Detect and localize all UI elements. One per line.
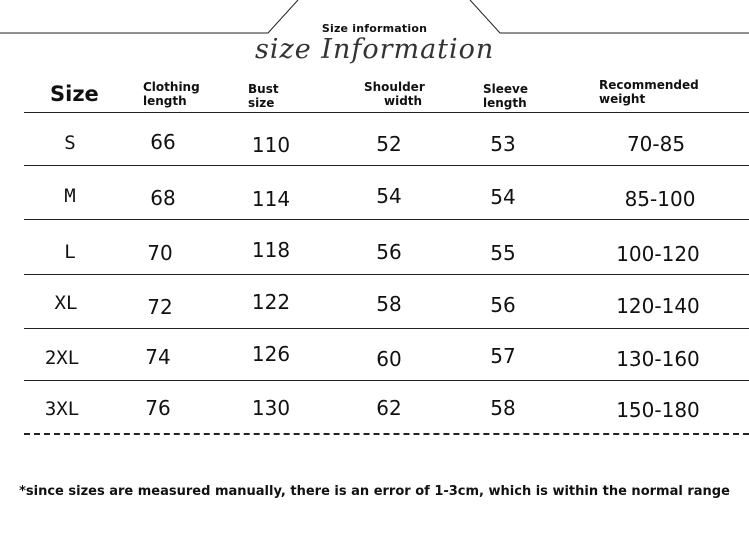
row-bust: 126: [251, 342, 291, 366]
header-clothing-length: Clothing length: [143, 80, 200, 108]
measurement-note: *since sizes are measured manually, there is an error of 1-3cm, which is within the normal range: [19, 484, 730, 499]
row-size: 3XL: [44, 398, 80, 420]
row-shoulder: 58: [376, 292, 402, 316]
row-bust: 130: [251, 396, 291, 420]
row-sleeve: 54: [490, 185, 516, 209]
row-bust: 110: [251, 133, 291, 157]
row-clothing-length: 72: [147, 295, 173, 319]
row-weight: 120-140: [616, 294, 700, 318]
row-shoulder: 54: [376, 184, 402, 208]
row-divider: [24, 219, 749, 220]
row-sleeve: 57: [490, 344, 516, 368]
row-shoulder: 56: [376, 240, 402, 264]
row-weight: 70-85: [626, 132, 686, 156]
row-sleeve: 53: [490, 132, 516, 156]
row-weight: 100-120: [616, 242, 700, 266]
row-weight: 85-100: [624, 187, 696, 211]
row-divider: [24, 274, 749, 275]
row-clothing-length: 74: [145, 345, 171, 369]
row-shoulder: 52: [376, 132, 402, 156]
row-bust: 122: [251, 290, 291, 314]
row-shoulder: 60: [376, 347, 402, 371]
row-clothing-length: 70: [147, 241, 173, 265]
row-clothing-length: 66: [150, 130, 176, 154]
header-size: Size: [50, 82, 99, 106]
header-bust-size: Bust size: [248, 82, 279, 110]
row-clothing-length: 68: [150, 186, 176, 210]
row-size: M: [64, 185, 76, 207]
row-weight: 150-180: [616, 398, 700, 422]
script-title: size Information: [255, 34, 495, 65]
row-bust: 114: [251, 187, 291, 211]
row-size: L: [64, 241, 76, 263]
row-divider: [24, 165, 749, 166]
row-size: S: [64, 132, 76, 154]
row-shoulder: 62: [376, 396, 402, 420]
row-divider: [24, 112, 749, 113]
row-weight: 130-160: [616, 347, 700, 371]
row-divider: [24, 328, 749, 329]
row-divider: [24, 380, 749, 381]
header-sleeve-length: Sleeve length: [483, 82, 528, 110]
header-shoulder-width: Shoulder width: [364, 80, 425, 108]
row-bust: 118: [251, 238, 291, 262]
row-sleeve: 55: [490, 241, 516, 265]
row-sleeve: 56: [490, 293, 516, 317]
row-clothing-length: 76: [145, 396, 171, 420]
row-size: XL: [54, 292, 78, 314]
row-sleeve: 58: [490, 396, 516, 420]
size-information-title: Size information: [321, 22, 428, 35]
table-bottom-divider: [24, 433, 749, 435]
header-recommended-weight: Recommended weight: [599, 78, 699, 106]
row-size: 2XL: [44, 347, 80, 369]
